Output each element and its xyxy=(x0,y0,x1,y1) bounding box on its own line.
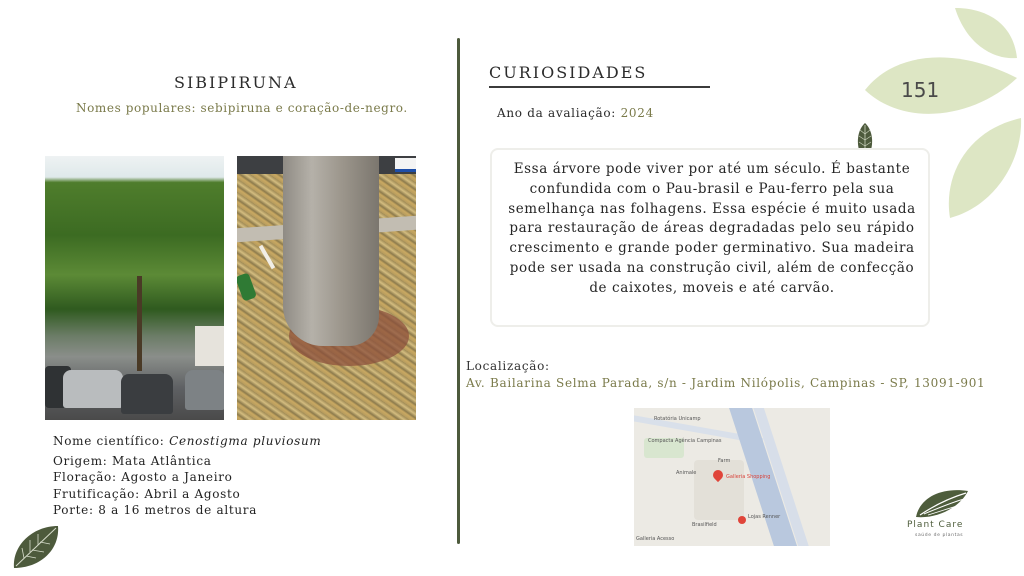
species-title: SIBIPIRUNA xyxy=(174,73,298,92)
flowering: Floração: Agosto a Janeiro xyxy=(53,470,233,484)
map-label: Compacta Agência Campinas xyxy=(648,438,722,444)
map-label: Galleria Acesso xyxy=(636,536,675,542)
location-address: Av. Bailarina Selma Parada, s/n - Jardim Nilópolis, Campinas - SP, 13091-901 xyxy=(466,376,986,390)
map-label: Farm xyxy=(718,458,731,464)
map-label: Galleria Shopping xyxy=(726,474,771,480)
curiosities-title: CURIOSIDADES xyxy=(489,63,648,82)
scientific-name: Nome científico: Cenostigma pluviosum xyxy=(53,434,322,448)
scientific-name-value: Cenostigma pluviosum xyxy=(169,434,322,448)
curiosity-text: Essa árvore pode viver por até um século. É bastante confundida com o Pau-brasil e Pau-ferro pela sua semelhança nas folhagens. Essa espécie é muito usada para restauração de áreas degradadas pelo seu rápido crescimento e grande poder germinativo. Sua madeira pode ser usada na construção civil, além de confecção de caixotes, moveis e até carvão. xyxy=(508,161,916,296)
store-pin-icon xyxy=(738,516,746,524)
brand-tagline: saúde de plantas xyxy=(915,533,964,538)
brand-name: Plant Care xyxy=(907,520,964,530)
trunk-photo xyxy=(237,156,416,420)
location-label: Localização: xyxy=(466,359,550,373)
tree-size: Porte: 8 a 16 metros de altura xyxy=(53,503,258,517)
fruiting: Frutificação: Abril a Agosto xyxy=(53,487,241,501)
curiosity-box xyxy=(490,148,930,327)
leaf-bottom-left-icon xyxy=(10,522,62,572)
plant-care-logo-icon xyxy=(914,487,970,519)
map-label: Animale xyxy=(676,470,697,476)
map-label: Rotatória Unicamp xyxy=(654,416,701,422)
location-map[interactable] xyxy=(634,408,830,546)
origin: Origem: Mata Atlântica xyxy=(53,454,212,468)
evaluation-year: Ano da avaliação: 2024 xyxy=(497,106,654,120)
popular-names: Nomes populares: sebipiruna e coração-de-negro. xyxy=(76,101,408,115)
map-label: Brasilfield xyxy=(692,522,717,528)
map-label: Lojas Renner xyxy=(748,514,781,520)
column-divider xyxy=(457,38,460,544)
title-underline xyxy=(489,86,710,88)
page-number: 151 xyxy=(901,78,940,102)
tree-photo xyxy=(45,156,224,420)
evaluation-year-value: 2024 xyxy=(620,106,654,120)
